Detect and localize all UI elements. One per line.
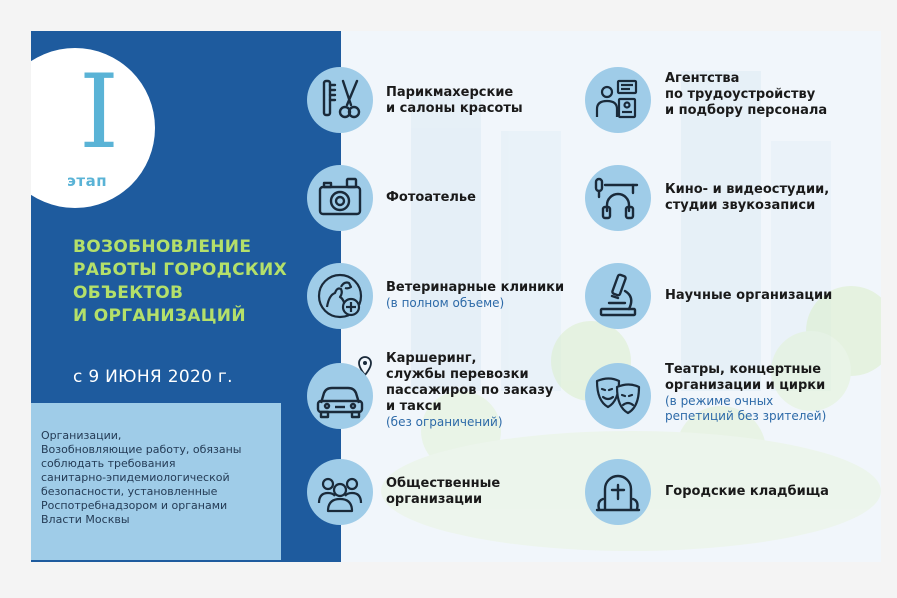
label-line: Агентства (665, 71, 740, 86)
page-title (73, 236, 338, 328)
title-line: ВОЗОБНОВЛЕНИЕ (73, 237, 252, 257)
item-label-cemeteries (665, 484, 829, 500)
label-line: организации (386, 492, 483, 507)
label-note: репетиций без зрителей) (665, 409, 827, 423)
label-line: студии звукозаписи (665, 198, 816, 213)
item-label-veterinary (386, 280, 564, 311)
label-line: и такси (386, 399, 442, 414)
label-note: (в режиме очных (665, 394, 774, 408)
item-label-agencies (665, 71, 827, 119)
label-note: (без ограничений) (386, 415, 503, 429)
studio-icon (585, 165, 651, 231)
hairdresser-icon (307, 67, 373, 133)
label-line: Парикмахерские (386, 85, 514, 100)
item-label-theatres (665, 362, 826, 424)
notice-line: Возобновляющие работу, обязаны (41, 443, 242, 456)
notice-line: безопасности, установленные (41, 485, 218, 498)
label-line: Ветеринарные клиники (386, 280, 565, 295)
car-icon (307, 363, 373, 429)
title-line: И ОРГАНИЗАЦИЙ (73, 306, 246, 326)
label-line: и подбору персонала (665, 103, 828, 118)
label-line: Городские кладбища (665, 484, 829, 499)
left-panel (31, 31, 341, 562)
label-line: службы перевозки (386, 367, 529, 382)
label-line: Фотоателье (386, 190, 476, 205)
notice-line: Организации, (41, 429, 122, 442)
infographic-card (31, 31, 881, 562)
microscope-icon (585, 263, 651, 329)
item-label-science (665, 288, 832, 304)
notice-line: санитарно-эпидемиологической (41, 471, 230, 484)
label-line: Кино- и видеостудии, (665, 182, 830, 197)
label-line: и салоны красоты (386, 101, 523, 116)
notice-line: соблюдать требования (41, 457, 176, 470)
item-label-photo (386, 190, 476, 206)
notice-box (31, 403, 281, 560)
label-line: Общественные (386, 476, 501, 491)
stage-label: этап (67, 172, 108, 190)
camera-icon (307, 165, 373, 231)
item-label-carsharing (386, 351, 553, 430)
title-line: РАБОТЫ ГОРОДСКИХ (73, 260, 287, 280)
notice-line: Власти Москвы (41, 513, 130, 526)
stage-numeral: I (78, 53, 120, 172)
veterinary-icon (307, 263, 373, 329)
notice-line: Роспотребнадзором и органами (41, 499, 228, 512)
label-line: Каршеринг, (386, 351, 477, 366)
label-line: Научные организации (665, 288, 833, 303)
item-label-public-orgs (386, 476, 500, 508)
notice-text (41, 429, 276, 527)
start-date: с 9 ИЮНЯ 2020 г. (73, 367, 233, 387)
label-note: (в полном объеме) (386, 296, 505, 310)
item-label-studios (665, 182, 829, 214)
label-line: Театры, концертные (665, 362, 822, 377)
recruiter-icon (585, 67, 651, 133)
label-line: пассажиров по заказу (386, 383, 554, 398)
people-group-icon (307, 459, 373, 525)
cemetery-icon (585, 459, 651, 525)
label-line: организации и цирки (665, 378, 826, 393)
label-line: по трудоустройству (665, 87, 816, 102)
title-line: ОБЪЕКТОВ (73, 283, 184, 303)
theater-masks-icon (585, 363, 651, 429)
item-label-hairdresser (386, 85, 523, 117)
